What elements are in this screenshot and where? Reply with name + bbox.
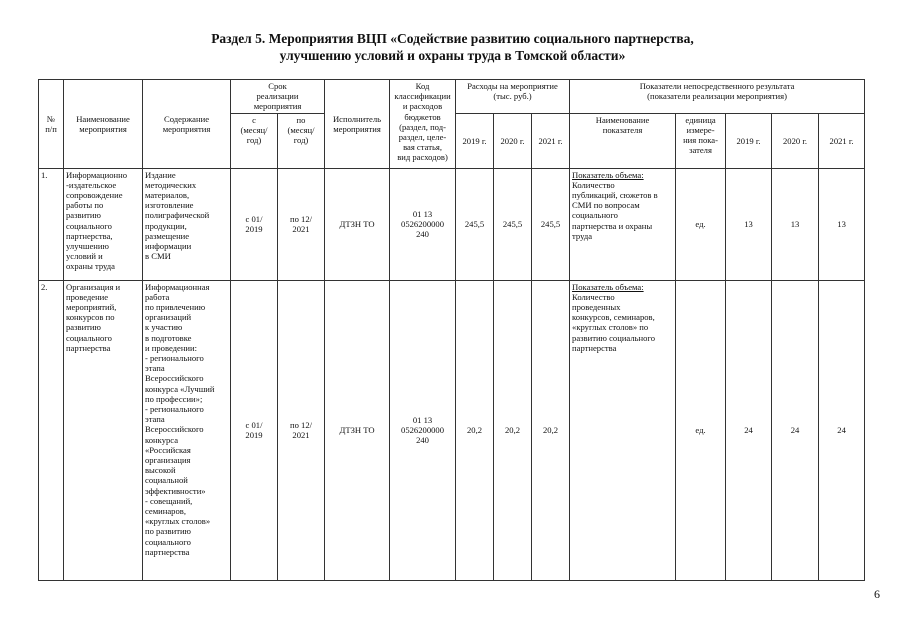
header-results-2019: 2019 г. xyxy=(726,113,772,168)
row-indicator-label: Показатель объема: xyxy=(572,281,644,292)
row-code: 01 13 0526200000 240 xyxy=(390,168,456,280)
header-expenses-2019: 2019 г. xyxy=(456,113,494,168)
header-executor: Исполнитель мероприятия xyxy=(325,80,390,169)
header-indicator-name: Наименование показателя xyxy=(570,113,676,168)
row-name: Информационно -издательское сопровождение работы по развитию социального партнерства, улучшению условий и охраны труда xyxy=(64,168,143,280)
section-title-line1: Раздел 5. Мероприятия ВЦП «Содействие развитию социального партнерства, xyxy=(211,31,694,46)
header-unit: единица измере- ния пока- зателя xyxy=(676,113,726,168)
row-value-2019: 24 xyxy=(726,280,772,580)
row-executor: ДТЗН ТО xyxy=(325,280,390,580)
header-content: Содержание мероприятия xyxy=(143,80,231,169)
row-value-2021: 13 xyxy=(819,168,865,280)
row-value-2020: 24 xyxy=(772,280,819,580)
row-expense-2019: 245,5 xyxy=(456,168,494,280)
row-indicator-label: Показатель объема: xyxy=(572,169,644,180)
header-code: Код классификации и расходов бюджетов (раздел, под- раздел, целе- вая статья, вид расходов) xyxy=(390,80,456,169)
section-title xyxy=(0,30,905,64)
row-code: 01 13 0526200000 240 xyxy=(390,280,456,580)
section-title-line2: улучшению условий и охраны труда в Томской области» xyxy=(279,48,626,63)
row-content: Издание методических материалов, изготовление полиграфической продукции, размещение информации в СМИ xyxy=(143,168,231,280)
header-results: Показатели непосредственного результата (показатели реализации мероприятия) xyxy=(570,80,865,114)
header-period-from: с (месяц/ год) xyxy=(231,113,278,168)
table-row xyxy=(39,280,865,580)
row-unit: ед. xyxy=(676,168,726,280)
row-indicator-text: Количество публикаций, сюжетов в СМИ по вопросам социального партнерства и охраны труда xyxy=(572,179,658,241)
row-expense-2020: 20,2 xyxy=(494,280,532,580)
header-period: Срок реализации мероприятия xyxy=(231,80,325,114)
header-results-2020: 2020 г. xyxy=(772,113,819,168)
row-unit: ед. xyxy=(676,280,726,580)
row-expense-2021: 20,2 xyxy=(532,280,570,580)
row-indicator xyxy=(570,168,676,280)
row-from: с 01/ 2019 xyxy=(231,280,278,580)
row-value-2021: 24 xyxy=(819,280,865,580)
header-results-2021: 2021 г. xyxy=(819,113,865,168)
row-content: Информационная работа по привлечению организаций к участию в подготовке и проведении: - регионального этапа Всероссийского конкурса «Лучший по профессии»; - регионального этапа Всероссийского конкурса «Российская организация высокой социальной эффективности» - совещаний, семинаров, «круглых столов» по развитию социального партнерства xyxy=(143,280,231,580)
activities-table xyxy=(38,79,865,581)
header-row-top xyxy=(39,80,865,114)
header-num: № п/п xyxy=(39,80,64,169)
row-to: по 12/ 2021 xyxy=(278,168,325,280)
page-number: 6 xyxy=(874,587,880,601)
header-period-to: по (месяц/ год) xyxy=(278,113,325,168)
row-value-2020: 13 xyxy=(772,168,819,280)
row-num: 2. xyxy=(39,280,64,580)
row-expense-2019: 20,2 xyxy=(456,280,494,580)
row-expense-2021: 245,5 xyxy=(532,168,570,280)
row-value-2019: 13 xyxy=(726,168,772,280)
header-expenses-2021: 2021 г. xyxy=(532,113,570,168)
row-expense-2020: 245,5 xyxy=(494,168,532,280)
row-to: по 12/ 2021 xyxy=(278,280,325,580)
row-executor: ДТЗН ТО xyxy=(325,168,390,280)
row-num: 1. xyxy=(39,168,64,280)
row-indicator xyxy=(570,280,676,580)
header-name: Наименование мероприятия xyxy=(64,80,143,169)
header-expenses: Расходы на мероприятие (тыс. руб.) xyxy=(456,80,570,114)
row-indicator-text: Количество проведенных конкурсов, семинаров, «круглых столов» по развитию социального партнерства xyxy=(572,291,656,353)
row-from: с 01/ 2019 xyxy=(231,168,278,280)
row-name: Организация и проведение мероприятий, конкурсов по развитию социального партнерства xyxy=(64,280,143,580)
table-row xyxy=(39,168,865,280)
header-expenses-2020: 2020 г. xyxy=(494,113,532,168)
